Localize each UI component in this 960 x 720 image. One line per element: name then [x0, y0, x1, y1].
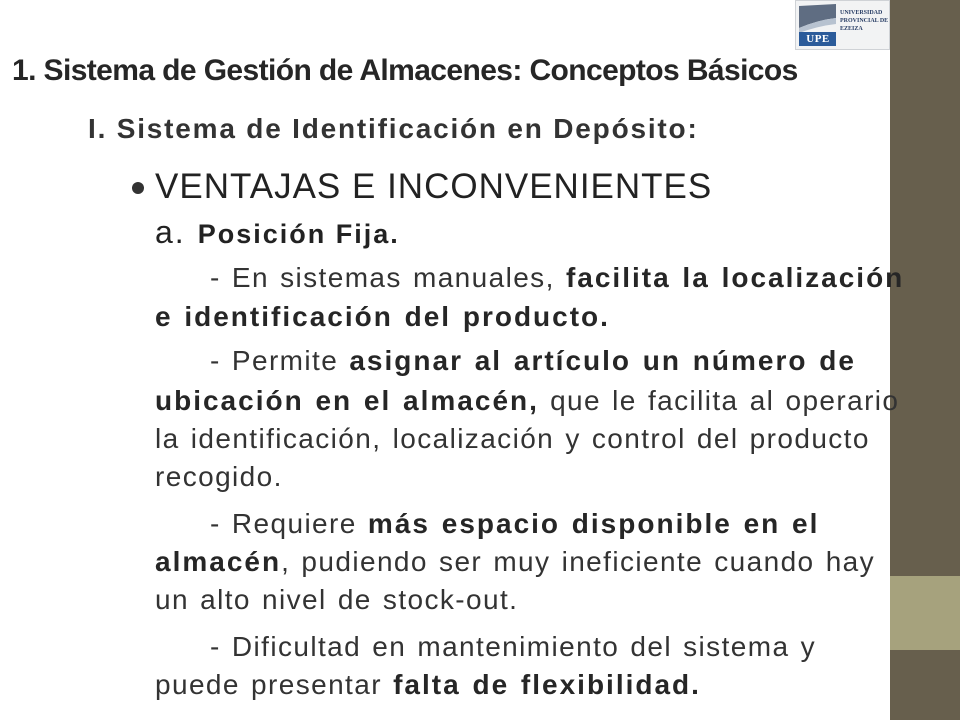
logo-abbreviation: UPE	[806, 33, 830, 45]
paragraph-3-line-3	[155, 581, 518, 619]
bold-text-run: e identificación del producto.	[155, 301, 610, 332]
paragraph-3-line-2	[155, 543, 875, 581]
logo-name	[840, 9, 888, 33]
text-run: , pudiendo ser muy ineficiente cuando hay	[281, 546, 876, 577]
text-run: - Requiere	[210, 508, 368, 539]
logo-name-line: UNIVERSIDAD	[840, 10, 883, 16]
paragraph-2-line-3	[155, 420, 870, 458]
section-letter: a.	[155, 214, 186, 250]
slide-title: 1. Sistema de Gestión de Almacenes: Conceptos Básicos	[12, 54, 798, 87]
paragraph-1-line-1	[210, 259, 904, 297]
paragraph-2-line-1	[210, 342, 856, 380]
bold-text-run: ubicación en el almacén,	[155, 385, 539, 416]
section-heading	[155, 212, 400, 254]
bold-text-run: asignar al artículo un número de	[349, 345, 856, 376]
bold-text-run: facilita la localización	[565, 262, 905, 293]
text-run: puede presentar	[155, 669, 394, 700]
text-run: que le facilita al operario	[538, 385, 900, 416]
slide-subtitle: I. Sistema de Identificación en Depósito:	[88, 113, 699, 144]
text-run: recogido.	[155, 461, 283, 492]
paragraph-4-line-2	[155, 666, 701, 704]
paragraph-1-line-2	[155, 298, 610, 336]
bold-text-run: más espacio disponible en el	[367, 508, 820, 539]
paragraph-4-line-1	[210, 628, 816, 666]
paragraph-3-line-1	[210, 505, 819, 543]
text-run: - En sistemas manuales,	[210, 262, 566, 293]
section-label: Posición Fija.	[197, 219, 400, 249]
bullet-dot-icon	[132, 182, 144, 194]
bold-text-run: almacén	[155, 546, 282, 577]
bullet-heading: VENTAJAS E INCONVENIENTES	[155, 167, 713, 206]
text-run: - Permite	[210, 345, 350, 376]
bold-text-run: falta de flexibilidad.	[393, 669, 701, 700]
logo-name-line: PROVINCIAL DE	[840, 18, 889, 24]
paragraph-2-line-4	[155, 458, 283, 496]
text-run: - Dificultad en mantenimiento del sistema y	[210, 631, 816, 662]
paragraph-2-line-2	[155, 382, 899, 420]
side-bar-accent	[890, 576, 960, 650]
text-run: la identificación, localización y control del producto	[155, 423, 870, 454]
logo-name-line: EZEIZA	[840, 26, 863, 32]
text-run: un alto nivel de stock-out.	[155, 584, 519, 615]
university-logo	[795, 0, 890, 50]
